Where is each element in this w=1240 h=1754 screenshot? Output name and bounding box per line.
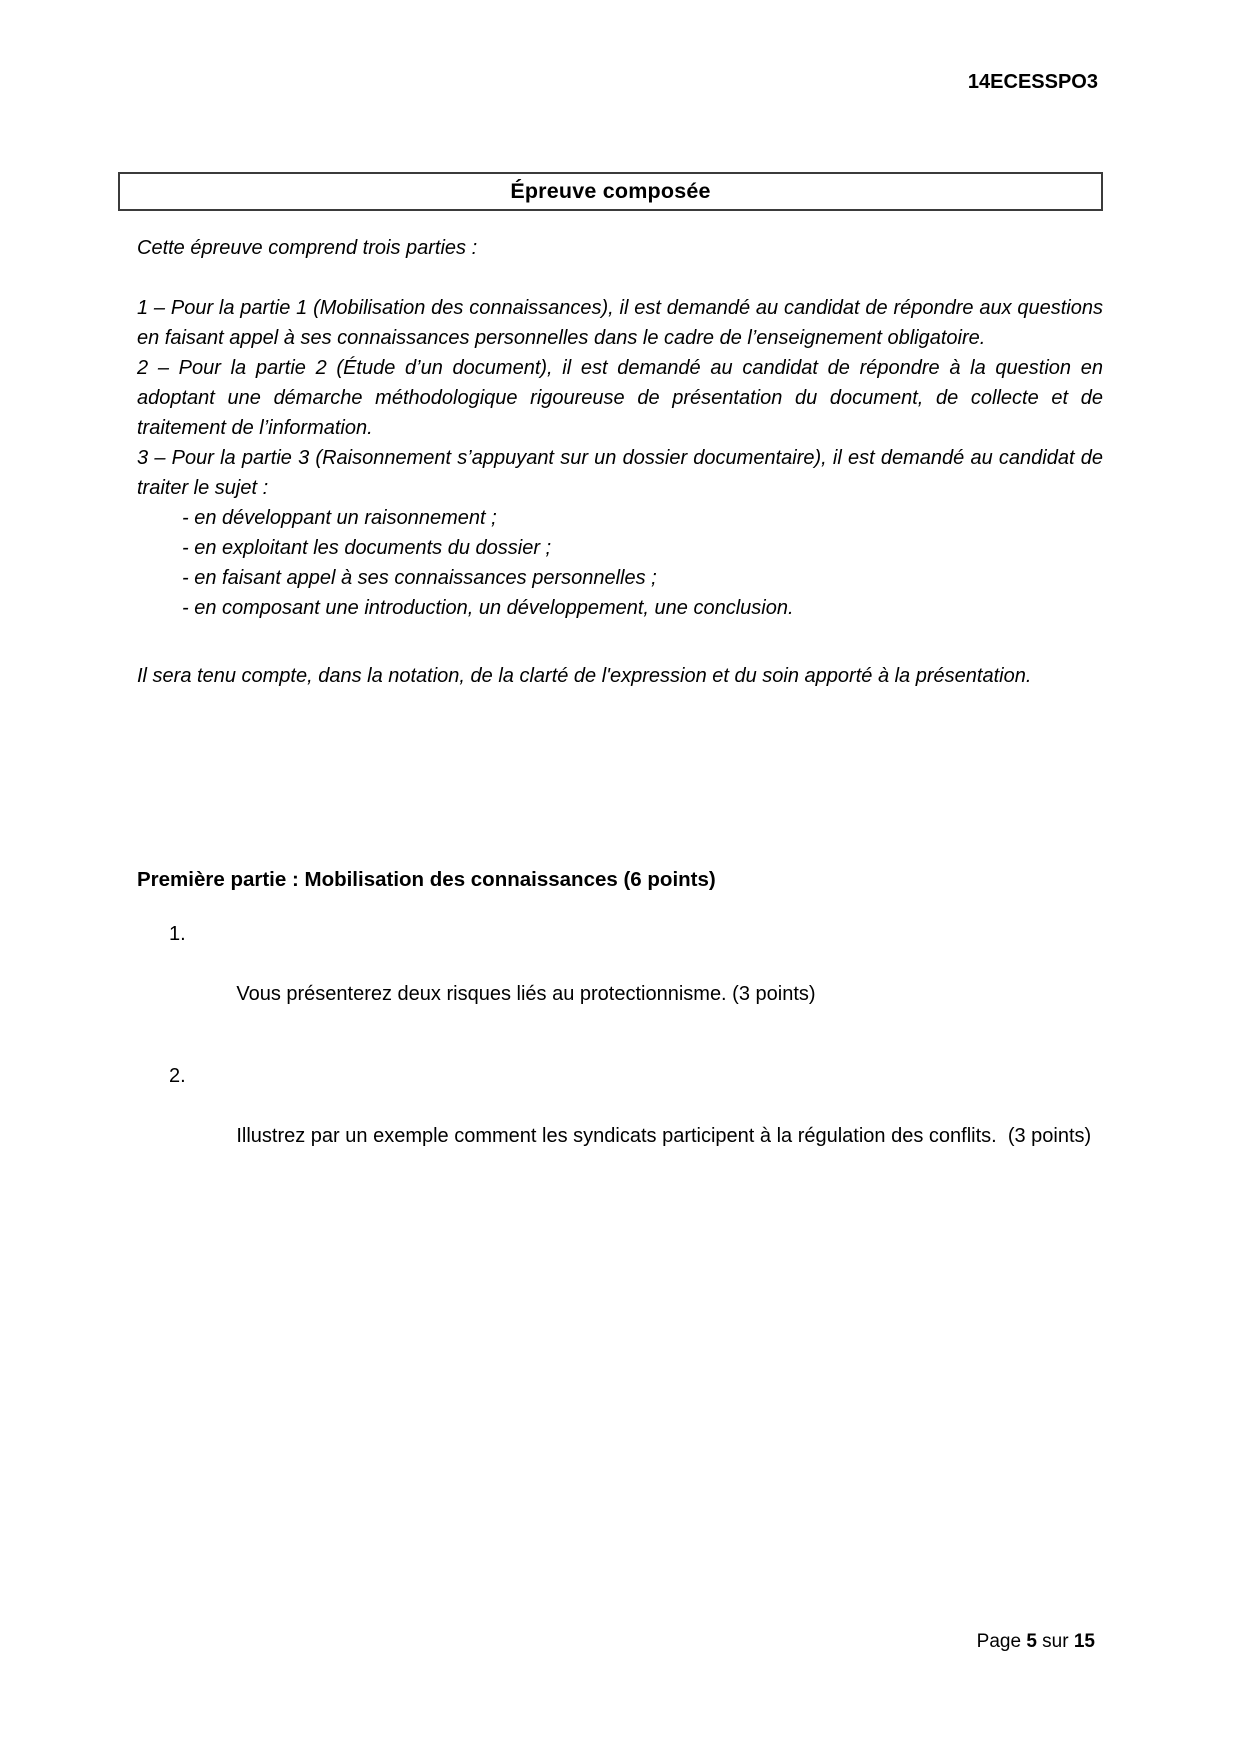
document-body bbox=[137, 233, 1115, 1181]
question-text: Vous présenterez deux risques liés au protectionnisme. (3 points) bbox=[236, 983, 816, 1005]
footer-sur-word: sur bbox=[1042, 1631, 1069, 1652]
list-item-connaissances: - en faisant appel à ses connaissances personnelles ; bbox=[182, 567, 657, 589]
footer-page-number: 5 bbox=[1026, 1631, 1037, 1652]
footer-page-word: Page bbox=[976, 1631, 1022, 1652]
part-2-paragraph: 2 – Pour la partie 2 (Étude d’un document), il est demandé au candidat de répondre à la question en adoptant une démarche méthodologique rigoureuse de présentation du document, de collecte et de traitement de l’information. bbox=[137, 357, 1115, 439]
instruction-list bbox=[137, 503, 1103, 623]
page-footer bbox=[977, 1630, 1095, 1653]
section-heading: Première partie : Mobilisation des connaissances (6 points) bbox=[137, 868, 716, 891]
question-number: 1. bbox=[169, 923, 186, 945]
question-item-1 bbox=[137, 919, 1103, 1039]
exam-code: 14ECESSPO3 bbox=[967, 71, 1098, 93]
question-number: 2. bbox=[169, 1065, 186, 1087]
question-text: Illustrez par un exemple comment les syndicats participent à la régulation des conflits. (3 points) bbox=[236, 1125, 1092, 1147]
question-item-2 bbox=[137, 1061, 1103, 1181]
grading-note-paragraph: Il sera tenu compte, dans la notation, de la clarté de l'expression et du soin apporté à la présentation. bbox=[137, 665, 1032, 687]
list-item-raisonnement: - en développant un raisonnement ; bbox=[182, 507, 497, 529]
list-item-documents: - en exploitant les documents du dossier ; bbox=[182, 537, 552, 559]
page-title: Épreuve composée bbox=[510, 179, 711, 203]
parts-block bbox=[137, 293, 1115, 623]
footer-total-pages: 15 bbox=[1073, 1631, 1095, 1652]
part-3-paragraph: 3 – Pour la partie 3 (Raisonnement s’appuyant sur un dossier documentaire), il est demandé au candidat de traiter le sujet : bbox=[137, 447, 1109, 499]
title-box bbox=[118, 172, 1103, 211]
intro-paragraph: Cette épreuve comprend trois parties : bbox=[137, 237, 478, 259]
list-item-composition: - en composant une introduction, un développement, une conclusion. bbox=[182, 597, 794, 619]
part-1-paragraph: 1 – Pour la partie 1 (Mobilisation des connaissances), il est demandé au candidat de répondre aux questions en faisant appel à ses connaissances personnelles dans le cadre de l’enseignement obligatoire. bbox=[137, 297, 1109, 349]
